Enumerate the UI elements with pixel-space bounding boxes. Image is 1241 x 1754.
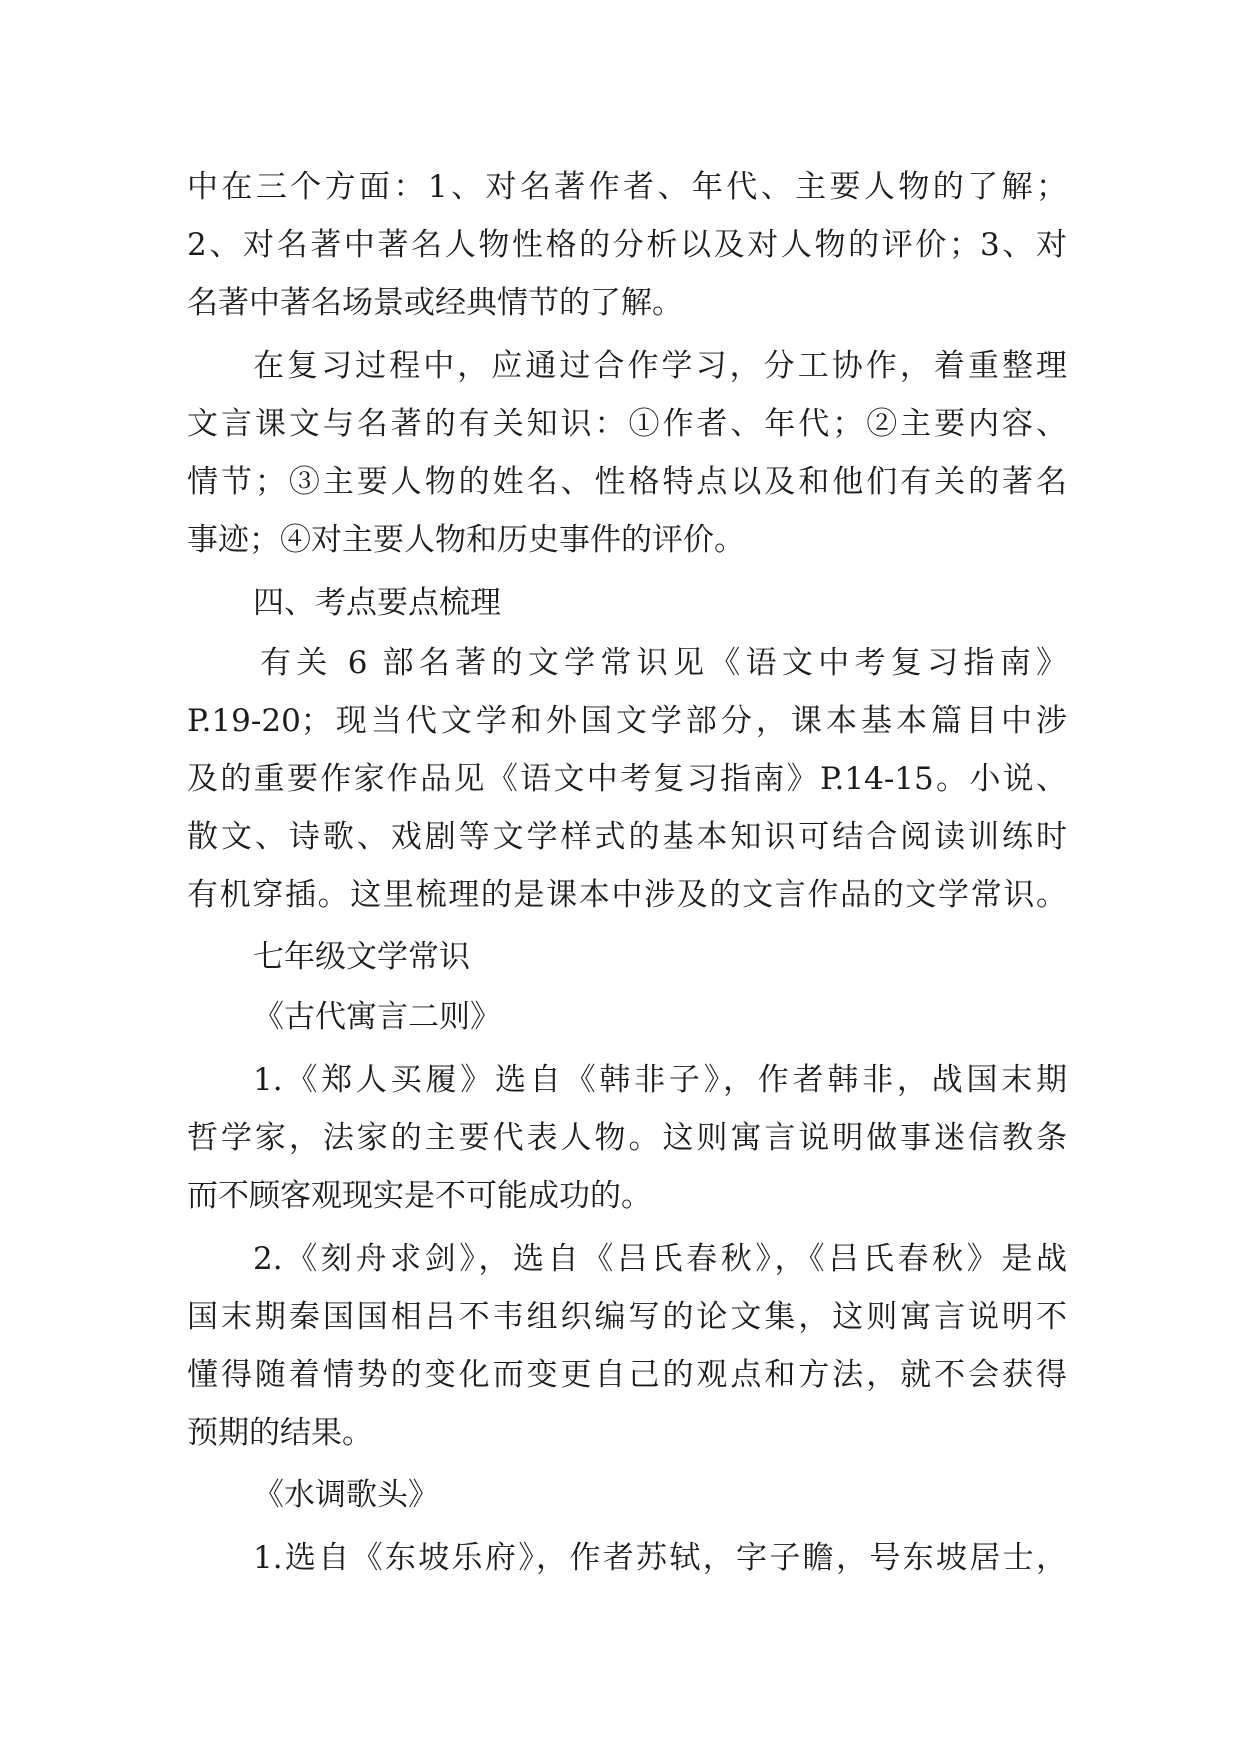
paragraph-line: 懂得随着情势的变化而变更自己的观点和方法，就不会获得 (187, 1357, 1067, 1393)
paragraph-line: 情节；③主要人物的姓名、性格特点以及和他们有关的著名 (187, 464, 1067, 500)
work-title: 《水调歌头》 (253, 1477, 439, 1513)
paragraph-line: 预期的结果。 (187, 1415, 373, 1451)
paragraph-line: 1.《郑人买履》选自《韩非子》，作者韩非，战国末期 (253, 1062, 1067, 1098)
paragraph-line: 事迹；④对主要人物和历史事件的评价。 (187, 522, 745, 558)
paragraph-line: 而不顾客观现实是不可能成功的。 (187, 1178, 652, 1214)
paragraph-line: 及的重要作家作品见《语文中考复习指南》P.14-15。小说、 (187, 761, 1067, 797)
section-heading: 七年级文学常识 (253, 939, 470, 975)
work-title: 《古代寓言二则》 (253, 999, 501, 1035)
paragraph-line: 散文、诗歌、戏剧等文学样式的基本知识可结合阅读训练时 (187, 819, 1067, 855)
paragraph-line: 2.《刻舟求剑》，选自《吕氏春秋》，《吕氏春秋》是战 (253, 1241, 1067, 1277)
paragraph-line: 中在三个方面：1、对名著作者、年代、主要人物的了解； (187, 169, 1067, 205)
paragraph-line: 哲学家，法家的主要代表人物。这则寓言说明做事迷信教条 (187, 1120, 1067, 1156)
paragraph-line: P.19-20；现当代文学和外国文学部分，课本基本篇目中涉 (187, 703, 1067, 739)
paragraph-line: 有关 6 部名著的文学常识见《语文中考复习指南》 (260, 645, 1067, 681)
paragraph-line: 文言课文与名著的有关知识：①作者、年代；②主要内容、 (187, 406, 1067, 442)
section-heading: 四、考点要点梳理 (253, 585, 501, 621)
paragraph-line: 有机穿插。这里梳理的是课本中涉及的文言作品的文学常识。 (187, 877, 1067, 913)
paragraph-line: 名著中著名场景或经典情节的了解。 (187, 285, 683, 321)
paragraph-line: 2、对名著中著名人物性格的分析以及对人物的评价；3、对 (187, 227, 1067, 263)
paragraph-line: 国末期秦国国相吕不韦组织编写的论文集，这则寓言说明不 (187, 1299, 1067, 1335)
paragraph-line: 在复习过程中，应通过合作学习，分工协作，着重整理 (253, 348, 1067, 384)
paragraph-line: 1.选自《东坡乐府》，作者苏轼，字子瞻，号东坡居士， (253, 1540, 1067, 1576)
